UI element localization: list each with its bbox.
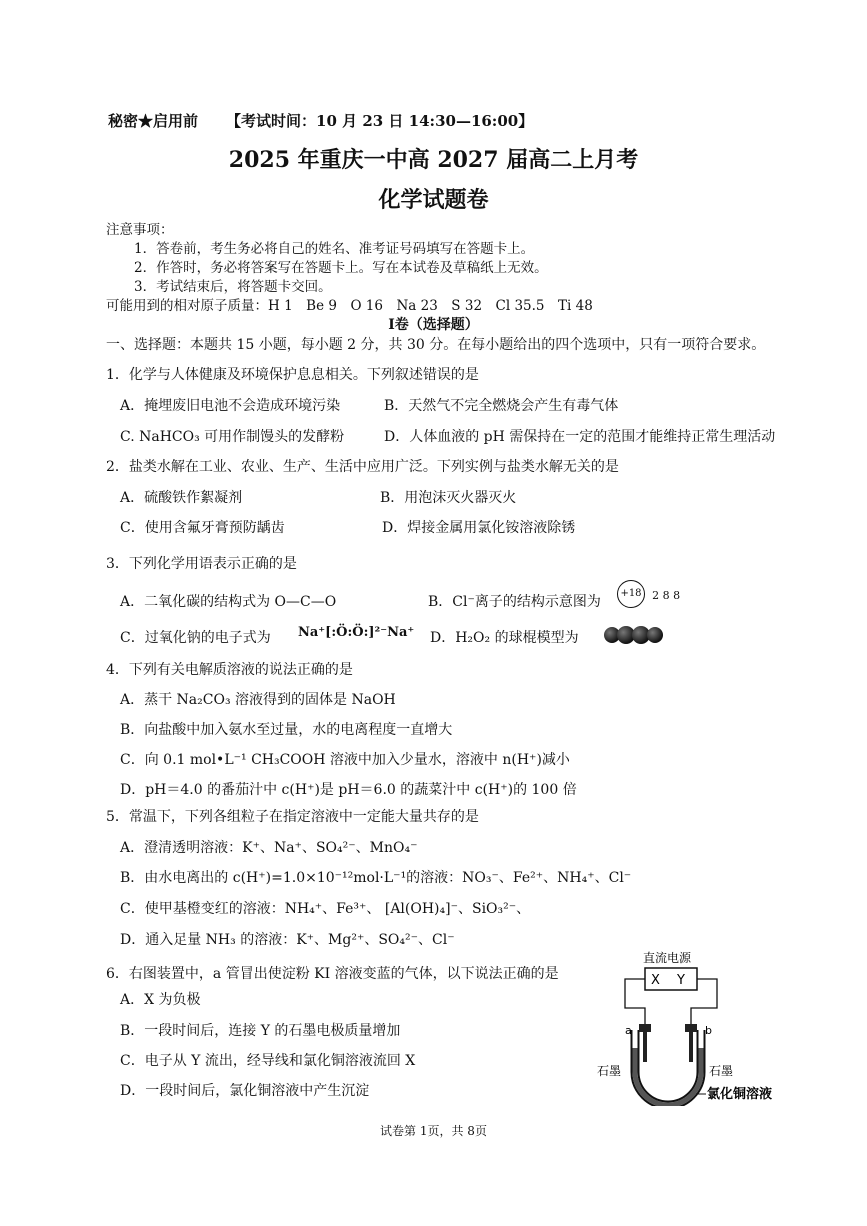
q3-option-c: C．过氧化钠的电子式为 <box>120 630 271 646</box>
section-instruction: 一、选择题：本题共 15 小题，每小题 2 分，共 30 分。在每小题给出的四个选项中，只有一项符合要求。 <box>106 337 766 353</box>
question-3-stem: 3．下列化学用语表示正确的是 <box>106 556 297 572</box>
notes-heading: 注意事项： <box>106 222 174 238</box>
terminal-y-label: Y <box>677 973 685 988</box>
electron-shells: 2 8 8 <box>652 588 681 602</box>
q5-option-c: C．使甲基橙变红的溶液：NH₄⁺、Fe³⁺、 [Al(OH)₄]⁻、SiO₃²⁻、 <box>120 901 531 917</box>
q4-option-b: B．向盐酸中加入氨水至过量，水的电离程度一直增大 <box>120 722 453 738</box>
q2-option-a: A．硫酸铁作絮凝剂 <box>120 490 243 506</box>
q1-option-d: D．人体血液的 pH 需保持在一定的范围才能维持正常生理活动 <box>384 429 776 445</box>
tube-b-label: b <box>705 1024 712 1037</box>
q6-option-c: C．电子从 Y 流出，经导线和氯化铜溶液流回 X <box>120 1053 416 1069</box>
q6-option-b: B．一段时间后，连接 Y 的石墨电极质量增加 <box>120 1023 401 1039</box>
q5-option-b: B．由水电离出的 c(H⁺)=1.0×10⁻¹²mol·L⁻¹的溶液：NO₃⁻、Fe²⁺、NH₄⁺、Cl⁻ <box>120 870 632 886</box>
q1-option-b: B．天然气不完全燃烧会产生有毒气体 <box>384 398 619 414</box>
question-5-stem: 5．常温下，下列各组粒子在指定溶液中一定能大量共存的是 <box>106 809 479 825</box>
left-electrode-label: 石墨 <box>597 1064 622 1078</box>
q4-option-a: A．蒸干 Na₂CO₃ 溶液得到的固体是 NaOH <box>120 692 396 708</box>
q6-option-d: D．一段时间后，氯化铜溶液中产生沉淀 <box>120 1083 370 1099</box>
secret-label: 秘密★启用前 <box>108 112 199 130</box>
q6-option-a: A．X 为负极 <box>120 992 201 1008</box>
electrolysis-diagram <box>595 948 790 1106</box>
nucleus-circle: +18 <box>617 580 645 608</box>
note-item: 1．答卷前，考生务必将自己的姓名、准考证号码填写在答题卡上。 <box>134 241 535 257</box>
exam-header <box>108 110 533 131</box>
q1-option-a: A．掩埋废旧电池不会造成环境污染 <box>120 398 341 414</box>
question-1-stem: 1．化学与人体健康及环境保护息息相关。下列叙述错误的是 <box>106 367 479 383</box>
sodium-peroxide-formula: Na⁺[:Ö:Ö:]²⁻Na⁺ <box>298 625 415 640</box>
terminal-x-label: X <box>651 973 660 988</box>
wire-right <box>691 979 717 1026</box>
question-2-stem: 2．盐类水解在工业、农业、生产、生活中应用广泛。下列实例与盐类水解无关的是 <box>106 459 619 475</box>
exam-title: 2025 年重庆一中高 2027 届高二上月考 <box>228 147 639 173</box>
power-source-label: 直流电源 <box>643 951 692 965</box>
right-electrode-label: 石墨 <box>709 1064 734 1078</box>
stopper-left <box>639 1024 651 1032</box>
solution-label: 氯化铜溶液 <box>707 1087 773 1102</box>
q2-option-b: B．用泡沫灭火器灭火 <box>380 490 517 506</box>
ball-stick-model <box>604 624 663 644</box>
question-6-stem: 6．右图装置中，a 管冒出使淀粉 KI 溶液变蓝的气体，以下说法正确的是 <box>106 966 559 982</box>
graphite-electrode-left <box>643 1032 647 1062</box>
q2-option-c: C．使用含氟牙膏预防龋齿 <box>120 520 285 536</box>
q3-option-d: D．H₂O₂ 的球棍模型为 <box>430 630 579 646</box>
q2-option-d: D．焊接金属用氯化铵溶液除锈 <box>382 520 576 536</box>
note-item: 3．考试结束后，将答题卡交回。 <box>134 279 332 295</box>
graphite-electrode-right <box>689 1032 693 1062</box>
q5-option-a: A．澄清透明溶液：K⁺、Na⁺、SO₄²⁻、MnO₄⁻ <box>120 840 418 856</box>
q3-option-b: B．Cl⁻离子的结构示意图为 <box>428 594 601 610</box>
q4-option-d: D．pH＝4.0 的番茄汁中 c(H⁺)是 pH＝6.0 的蔬菜汁中 c(H⁺)的 100 倍 <box>120 782 577 798</box>
question-4-stem: 4．下列有关电解质溶液的说法正确的是 <box>106 662 353 678</box>
wire-left <box>625 979 645 1026</box>
part-title: Ⅰ卷（选择题） <box>388 317 479 333</box>
q1-option-c: C. NaHCO₃ 可用作制馒头的发酵粉 <box>120 429 345 445</box>
tube-a-label: a <box>625 1024 632 1037</box>
q3-option-a: A．二氧化碳的结构式为 O—C—O <box>120 594 337 610</box>
atomic-masses: 可能用到的相对原子质量：H 1 Be 9 O 16 Na 23 S 32 Cl 35.5 Ti 48 <box>106 298 593 314</box>
note-item: 2．作答时，务必将答案写在答题卡上。写在本试卷及草稿纸上无效。 <box>134 260 548 276</box>
chloride-ion-diagram <box>617 580 680 608</box>
stopper-right <box>685 1024 697 1032</box>
exam-time: 【考试时间：10 月 23 日 14:30—16:00】 <box>226 112 534 130</box>
page-footer: 试卷第 1页，共 8页 <box>380 1124 487 1138</box>
atom-ball <box>647 627 663 643</box>
exam-subtitle: 化学试题卷 <box>378 187 489 213</box>
q4-option-c: C．向 0.1 mol•L⁻¹ CH₃COOH 溶液中加入少量水，溶液中 n(H⁺)减小 <box>120 752 570 768</box>
q5-option-d: D．通入足量 NH₃ 的溶液：K⁺、Mg²⁺、SO₄²⁻、Cl⁻ <box>120 932 455 948</box>
